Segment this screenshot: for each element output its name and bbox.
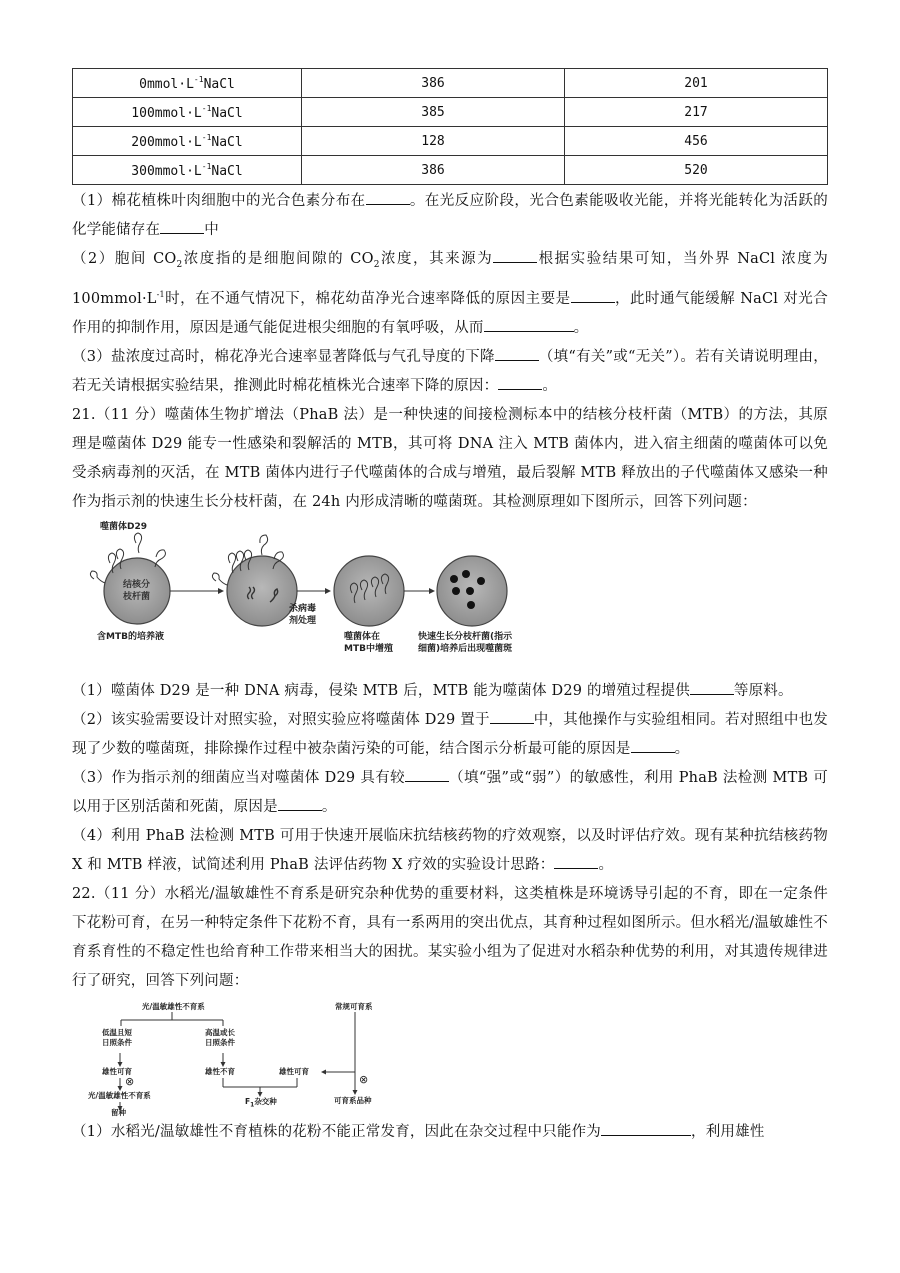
answer-blank[interactable] [690,680,734,695]
conventional-fertile-line-label: 常规可育系 [335,1001,373,1011]
table-row [73,156,828,185]
male-fertile-right-label: 雄性可育 [279,1066,309,1076]
breeding-process-figure [80,1000,440,1117]
answer-blank[interactable] [554,854,598,869]
ptgms-line-label: 光/温敏雄性不育系 [142,1001,205,1011]
answer-blank[interactable] [493,248,537,263]
q20-part3: （3）盐浓度过高时，棉花净光合速率显著降低与气孔导度的下降 （填“有关”或“无关”）。若有关请说明理由，若无关请根据实验结果，推测此时棉花植株光合速率下降的原因： 。 [72,343,828,401]
answer-blank[interactable] [160,219,204,234]
phage-replication-caption: 噬菌体在 MTB中增殖 [344,631,393,654]
table-cell-label: $300mmol\cdot L^{-1}NaCl$ [73,156,302,185]
table-cell-label: $200mmol\cdot L^{-1}NaCl$ [73,127,302,156]
high-temp-long-day-label: 高温或长 日照条件 [205,1027,235,1047]
table-row [73,127,828,156]
answer-blank[interactable] [484,317,574,332]
selfing-icon: ⊗ [359,1072,369,1086]
table-cell: 520 [565,156,828,185]
table-cell-label: $0mmol\cdot L^{-1}NaCl$ [73,69,302,98]
answer-blank[interactable] [571,288,615,303]
table-cell-label: $100mmol\cdot L^{-1}NaCl$ [73,98,302,127]
answer-blank[interactable] [631,738,675,753]
answer-blank[interactable] [490,709,534,724]
indicator-plaque-caption: 快速生长分枝杆菌(指示 细菌)培养后出现噬菌斑 [418,631,513,654]
answer-blank[interactable] [366,190,410,205]
table-row [73,98,828,127]
f1-hybrid-label: $F_1$杂交种 [245,1096,277,1109]
phage-d29-label: 噬菌体D29 [100,521,147,532]
virucide-treatment-label: 杀病毒 剂处理 [289,603,317,626]
answer-blank[interactable] [498,375,542,390]
male-fertile-label: 雄性可育 [102,1066,132,1076]
nacl-data-table [72,68,828,185]
male-sterile-label: 雄性不育 [205,1066,235,1076]
ptgms-line-result-label: 光/温敏雄性不育系 [88,1090,151,1100]
table-cell: 385 [302,98,565,127]
q20-part1: （1）棉花植株叶肉细胞中的光合色素分布在 。在光反应阶段，光合色素能吸收光能，并将光能转化为活跃的化学能储存在 中 [72,187,828,245]
mtb-culture-caption: 含MTB的培养液 [97,631,164,642]
answer-blank[interactable] [601,1121,691,1136]
table-cell: 217 [565,98,828,127]
q21-part4: （4）利用 PhaB 法检测 MTB 可用于快速开展临床抗结核药物的疗效观察，以及时评估疗效。现有某种抗结核药物 X 和 MTB 样液，试简述利用 PhaB 法评估药物 X 疗效的实验设计思路： 。 [72,827,828,873]
q21-part3: （3）作为指示剂的细菌应当对噬菌体 D29 具有较 （填“强”或“弱”）的敏感性，利用 PhaB 法检测 MTB 可以用于区别活菌和死菌，原因是 。 [72,764,828,822]
exam-page [72,68,828,1147]
q21-part1: （1）噬菌体 D29 是一种 DNA 病毒，侵染 MTB 后，MTB 能为噬菌体 D29 的增殖过程提供 等原料。 [72,677,828,706]
selfing-icon: ⊗ [125,1074,135,1088]
table-row [73,69,828,98]
keep-seed-label: 留种 [111,1107,126,1117]
q21-intro: 21.（11 分）噬菌体生物扩增法（PhaB 法）是一种快速的间接检测标本中的结核分枝杆菌（MTB）的方法，其原理是噬菌体 D29 能专一性感染和裂解活的 MTB，其可将 DNA 注入 MTB 菌体内，进入宿主细菌的噬菌体可以免受杀病毒剂的灭活，在 MTB 菌体内进行子代噬菌体的合成与增殖，最后裂解 MTB 释放出的子代噬菌体又感染一种作为指示剂的快速生长分枝杆菌，在 24h 内形成清晰的噬菌斑。其检测原理如下图所示，回答下列问题： [72,406,828,510]
q22-part1: （1）水稻光/温敏雄性不育植株的花粉不能正常发育，因此在杂交过程中只能作为 ，利用雄性 [72,1118,828,1147]
answer-blank[interactable] [278,796,322,811]
answer-blank[interactable] [405,767,449,782]
phab-method-figure [82,521,542,671]
table-cell: 456 [565,127,828,156]
fertile-variety-label: 可育系品种 [334,1095,372,1105]
replicating-phage-cell [334,556,404,626]
q21-part2: （2）该实验需要设计对照实验，对照实验应将噬菌体 D29 置于 中，其他操作与实验组相同。若对照组中也发现了少数的噬菌斑，排除操作过程中被杂菌污染的可能，结合图示分析最可能的原因是 。 [72,706,828,764]
infected-mtb-cell [227,556,297,626]
mtb-cell-label: 结核分 枝杆菌 [123,579,151,602]
q20-part2: （2）胞间 $CO_2$浓度指的是细胞间隙的 $CO_2$浓度，其来源为 根据实验结果可知，当外界 NaCl 浓度为 $100mmol\cdot L^{-1}$时，在不通气情况下，棉花幼苗净光合速率降低的原因主要是 ，此时通气能缓解 NaCl 对光合作用的抑制作用，原因是通气能促进根尖细胞的有氧呼吸，从而 。 [72,245,828,343]
low-temp-short-day-label: 低温且短 日照条件 [102,1027,132,1047]
answer-blank[interactable] [495,346,539,361]
table-cell: 386 [302,156,565,185]
table-cell: 128 [302,127,565,156]
table-cell: 201 [565,69,828,98]
q22-intro: 22.（11 分）水稻光/温敏雄性不育系是研究杂种优势的重要材料，这类植株是环境诱导引起的不育，即在一定条件下花粉可育，在另一种特定条件下花粉不育，具有一系两用的突出优点，其育种过程如图所示。但水稻光/温敏雄性不育系育性的不稳定性也给育种工作带来相当大的困扰。某实验小组为了促进对水稻杂种优势的利用，对其遗传规律进行了研究，回答下列问题： [72,885,828,989]
table-cell: 386 [302,69,565,98]
